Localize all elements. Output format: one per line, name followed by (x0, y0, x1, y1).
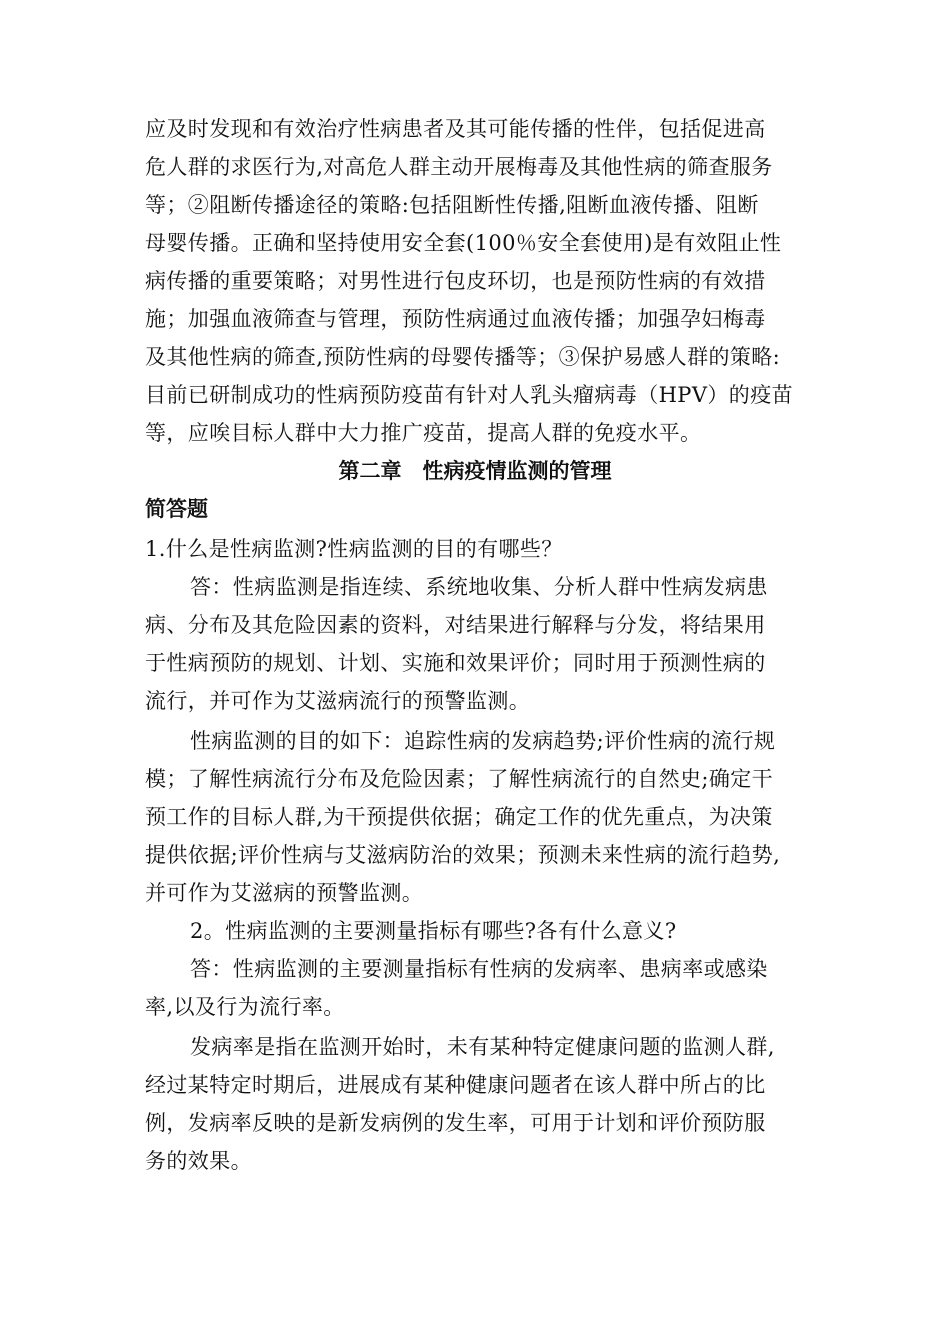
q2-question: 2。性病监测的主要测量指标有哪些?各有什么意义? (190, 919, 677, 943)
q2-incidence-line-3: 例，发病率反映的是新发病例的发生率，可用于计划和评价预防服 (145, 1111, 766, 1135)
intro-line-4: 母婴传播。正确和坚持使用安全套(100％安全套使用)是有效阻止性 (145, 231, 782, 255)
intro-line-6: 施；加强血液筛查与管理，预防性病通过血液传播；加强孕妇梅毒 (145, 307, 766, 331)
q1-purpose-line-1: 性病监测的目的如下：追踪性病的发病趋势;评价性病的流行规 (190, 729, 776, 753)
chapter-title: 第二章 性病疫情监测的管理 (338, 459, 612, 483)
intro-line-2: 危人群的求医行为,对高危人群主动开展梅毒及其他性病的筛查服务 (145, 155, 773, 179)
intro-line-8: 目前已研制成功的性病预防疫苗有针对人乳头瘤病毒（HPV）的疫苗 (145, 383, 794, 407)
q2-incidence-line-4: 务的效果。 (145, 1149, 252, 1173)
q1-answer-line-4: 流行，并可作为艾滋病流行的预警监测。 (145, 689, 531, 713)
q2-answer-line-1: 答：性病监测的主要测量指标有性病的发病率、患病率或感染 (190, 957, 768, 981)
section-heading: 简答题 (145, 497, 208, 521)
q1-purpose-line-4: 提供依据;评价性病与艾滋病防治的效果；预测未来性病的流行趋势, (145, 843, 781, 867)
q1-purpose-line-3: 预工作的目标人群,为干预提供依据；确定工作的优先重点，为决策 (145, 805, 773, 829)
q1-answer-line-2: 病、分布及其危险因素的资料，对结果进行解释与分发，将结果用 (145, 613, 766, 637)
q1-purpose-line-5: 并可作为艾滋病的预警监测。 (145, 881, 424, 905)
intro-line-9: 等，应唉目标人群中大力推广疫苗，提高人群的免疫水平。 (145, 421, 702, 445)
intro-line-7: 及其他性病的筛查,预防性病的母婴传播等；③保护易感人群的策略: (145, 345, 781, 369)
q2-answer-line-2: 率,以及行为流行率。 (145, 995, 345, 1019)
q1-question: 1.什么是性病监测?性病监测的目的有哪些？ (145, 537, 563, 561)
intro-line-3: 等；②阻断传播途径的策略:包括阻断性传播,阻断血液传播、阻断 (145, 193, 759, 217)
q1-answer-line-1: 答：性病监测是指连续、系统地收集、分析人群中性病发病患 (190, 575, 768, 599)
q2-incidence-line-1: 发病率是指在监测开始时，未有某种特定健康问题的监测人群, (190, 1035, 775, 1059)
intro-line-5: 病传播的重要策略；对男性进行包皮环切，也是预防性病的有效措 (145, 269, 766, 293)
q1-purpose-line-2: 模；了解性病流行分布及危险因素；了解性病流行的自然史;确定干 (145, 767, 774, 791)
intro-line-1: 应及时发现和有效治疗性病患者及其可能传播的性伴，包括促进高 (145, 117, 766, 141)
q1-answer-line-3: 于性病预防的规划、计划、实施和效果评价；同时用于预测性病的 (145, 651, 766, 675)
q2-incidence-line-2: 经过某特定时期后，进展成有某种健康问题者在该人群中所占的比 (145, 1073, 766, 1097)
